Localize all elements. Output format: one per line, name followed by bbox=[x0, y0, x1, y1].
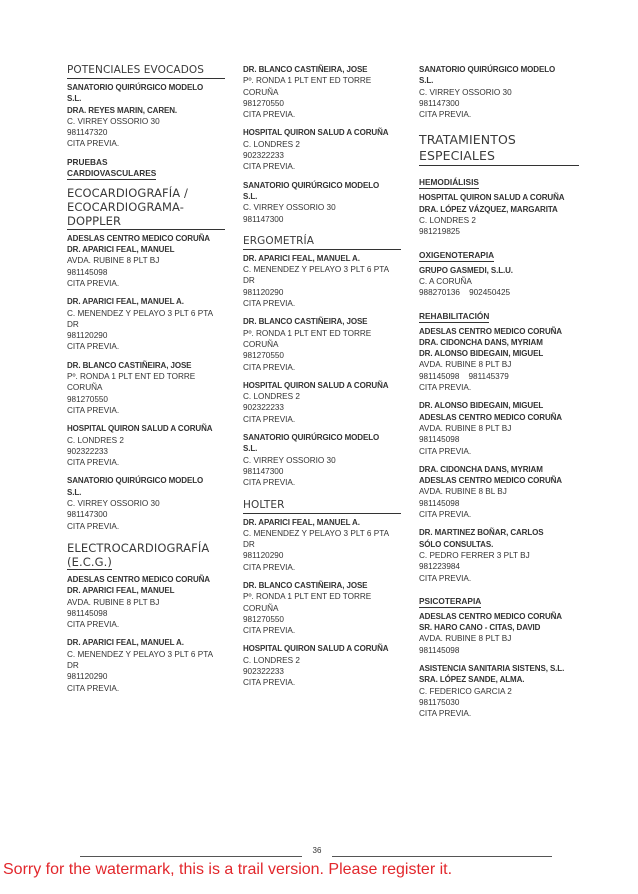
listing-entry: DR. APARICI FEAL, MANUEL A. C. MENENDEZ Y PELAYO 3 PLT 6 PTA DR 981120290 CITA PREVIA. bbox=[67, 297, 214, 352]
listing-entry: DR. BLANCO CASTIÑEIRA, JOSE Pº. RONDA 1 PLT ENT ED TORRE CORUÑA 981270550 CITA PREVIA. bbox=[243, 317, 372, 372]
listing-entry: DRA. CIDONCHA DANS, MYRIAM ADESLAS CENTRO MEDICO CORUÑA AVDA. RUBINE 8 BL BJ 981145098 CITA PREVIA. bbox=[419, 464, 562, 520]
listing-entry: ASISTENCIA SANITARIA SISTENS, S.L. SRA. LÓPEZ SANDE, ALMA. C. FEDERICO GARCIA 2 981175030 CITA PREVIA. bbox=[419, 663, 565, 719]
page-footer bbox=[80, 846, 552, 860]
page-number: 36 bbox=[312, 846, 322, 855]
listing-entry: DR. ALONSO BIDEGAIN, MIGUEL ADESLAS CENTRO MEDICO CORUÑA AVDA. RUBINE 8 PLT BJ 981145098 CITA PREVIA. bbox=[419, 401, 562, 456]
listing-entry: DR. BLANCO CASTIÑEIRA, JOSE Pº. RONDA 1 PLT ENT ED TORRE CORUÑA 981270550 CITA PREVIA. bbox=[243, 580, 372, 636]
listing-entry: DR. APARICI FEAL, MANUEL A. C. MENENDEZ Y PELAYO 3 PLT 6 PTA DR 981120290 CITA PREVIA. bbox=[243, 517, 390, 572]
footer-rule-left bbox=[80, 856, 302, 857]
listing-entry: DR. APARICI FEAL, MANUEL A. C. MENENDEZ Y PELAYO 3 PLT 6 PTA DR 981120290 CITA PREVIA. bbox=[67, 638, 214, 693]
listing-entry: HOSPITAL QUIRON SALUD A CORUÑA C. LONDRES 2 902322233 CITA PREVIA. bbox=[243, 128, 389, 172]
footer-rule-right bbox=[332, 856, 552, 857]
listing-entry: SANATORIO QUIRÚRGICO MODELO S.L. C. VIRREY OSSORIO 30 981147300 CITA PREVIA. bbox=[243, 433, 380, 488]
listing-entry: DR. APARICI FEAL, MANUEL A. C. MENENDEZ Y PELAYO 3 PLT 6 PTA DR 981120290 CITA PREVIA. bbox=[243, 253, 390, 309]
column-1 bbox=[67, 64, 225, 701]
listing-entry: ADESLAS CENTRO MEDICO CORUÑA DR. APARICI FEAL, MANUEL AVDA. RUBINE 8 PLT BJ 981145098 CITA PREVIA. bbox=[67, 574, 210, 630]
listing-entry: DR. MARTINEZ BOÑAR, CARLOS SÓLO CONSULTAS. C. PEDRO FERRER 3 PLT BJ 981223984 CITA PREVIA. bbox=[419, 528, 544, 583]
listing-entry: HOSPITAL QUIRON SALUD A CORUÑA DRA. LÓPEZ VÁZQUEZ, MARGARITA C. LONDRES 2 981219825 bbox=[419, 193, 565, 237]
subheading-oxigenoterapia: OXIGENOTERAPIA bbox=[419, 249, 495, 260]
listing-entry: SANATORIO QUIRÚRGICO MODELO S.L. C. VIRREY OSSORIO 30 981147300 CITA PREVIA. bbox=[67, 476, 204, 531]
listing-entry: DR. BLANCO CASTIÑEIRA, JOSE Pº. RONDA 1 PLT ENT ED TORRE CORUÑA 981270550 CITA PREVIA. bbox=[243, 65, 372, 120]
section-heading-potenciales-evocados: POTENCIALES EVOCADOS bbox=[67, 64, 225, 79]
listing-entry: ADESLAS CENTRO MEDICO CORUÑA SR. HARO CANO - CITAS, DAVID AVDA. RUBINE 8 PLT BJ 981145098 bbox=[419, 611, 562, 655]
section-heading-electrocardiografia: ELECTROCARDIOGRAFÍA (E.C.G.) bbox=[67, 540, 210, 569]
listing-entry: DR. BLANCO CASTIÑEIRA, JOSE Pº. RONDA 1 PLT ENT ED TORRE CORUÑA 981270550 CITA PREVIA. bbox=[67, 360, 196, 415]
listing-entry: HOSPITAL QUIRON SALUD A CORUÑA C. LONDRES 2 902322233 CITA PREVIA. bbox=[243, 644, 389, 688]
subheading-hemodialisis: HEMODIÁLISIS bbox=[419, 177, 479, 188]
section-heading-ergometria: ERGOMETRÍA bbox=[243, 235, 401, 250]
section-heading-holter: HOLTER bbox=[243, 499, 401, 514]
column-3 bbox=[419, 64, 579, 726]
listing-entry: ADESLAS CENTRO MEDICO CORUÑA DR. APARICI FEAL, MANUEL AVDA. RUBINE 8 PLT BJ 981145098 CITA PREVIA. bbox=[67, 233, 210, 288]
section-heading-tratamientos-especiales: TRATAMIENTOS ESPECIALES bbox=[419, 132, 579, 166]
subheading-rehabilitacion: REHABILITACIÓN bbox=[419, 310, 490, 321]
subheading-psicoterapia: PSICOTERAPIA bbox=[419, 595, 482, 606]
listing-entry: SANATORIO QUIRÚRGICO MODELO S.L. C. VIRREY OSSORIO 30 981147300 CITA PREVIA. bbox=[419, 65, 556, 120]
listing-entry: ADESLAS CENTRO MEDICO CORUÑA DRA. CIDONCHA DANS, MYRIAM DR. ALONSO BIDEGAIN, MIGUEL AVDA. RUBINE 8 PLT BJ 981145098 981145379 CITA PREVIA. bbox=[419, 326, 562, 393]
listing-entry: HOSPITAL QUIRON SALUD A CORUÑA C. LONDRES 2 902322233 CITA PREVIA. bbox=[243, 380, 389, 424]
listing-entry: HOSPITAL QUIRON SALUD A CORUÑA C. LONDRES 2 902322233 CITA PREVIA. bbox=[67, 424, 213, 468]
listing-entry: SANATORIO QUIRÚRGICO MODELO S.L. C. VIRREY OSSORIO 30 981147300 bbox=[243, 180, 380, 224]
listing-entry: GRUPO GASMEDI, S.L.U. C. A CORUÑA 988270136 902450425 bbox=[419, 265, 513, 298]
watermark-text: Sorry for the watermark, this is a trail version. Please register it. bbox=[3, 861, 453, 878]
section-heading-ecocardiografia: ECOCARDIOGRAFÍA / ECOCARDIOGRAMA- DOPPLER bbox=[67, 186, 225, 230]
subheading-pruebas-cardiovasculares: PRUEBAS CARDIOVASCULARES bbox=[67, 156, 157, 178]
column-2 bbox=[243, 64, 401, 696]
listing-entry: SANATORIO QUIRÚRGICO MODELO S.L. DRA. REYES MARIN, CAREN. C. VIRREY OSSORIO 30 981147320 CITA PREVIA. bbox=[67, 83, 204, 149]
